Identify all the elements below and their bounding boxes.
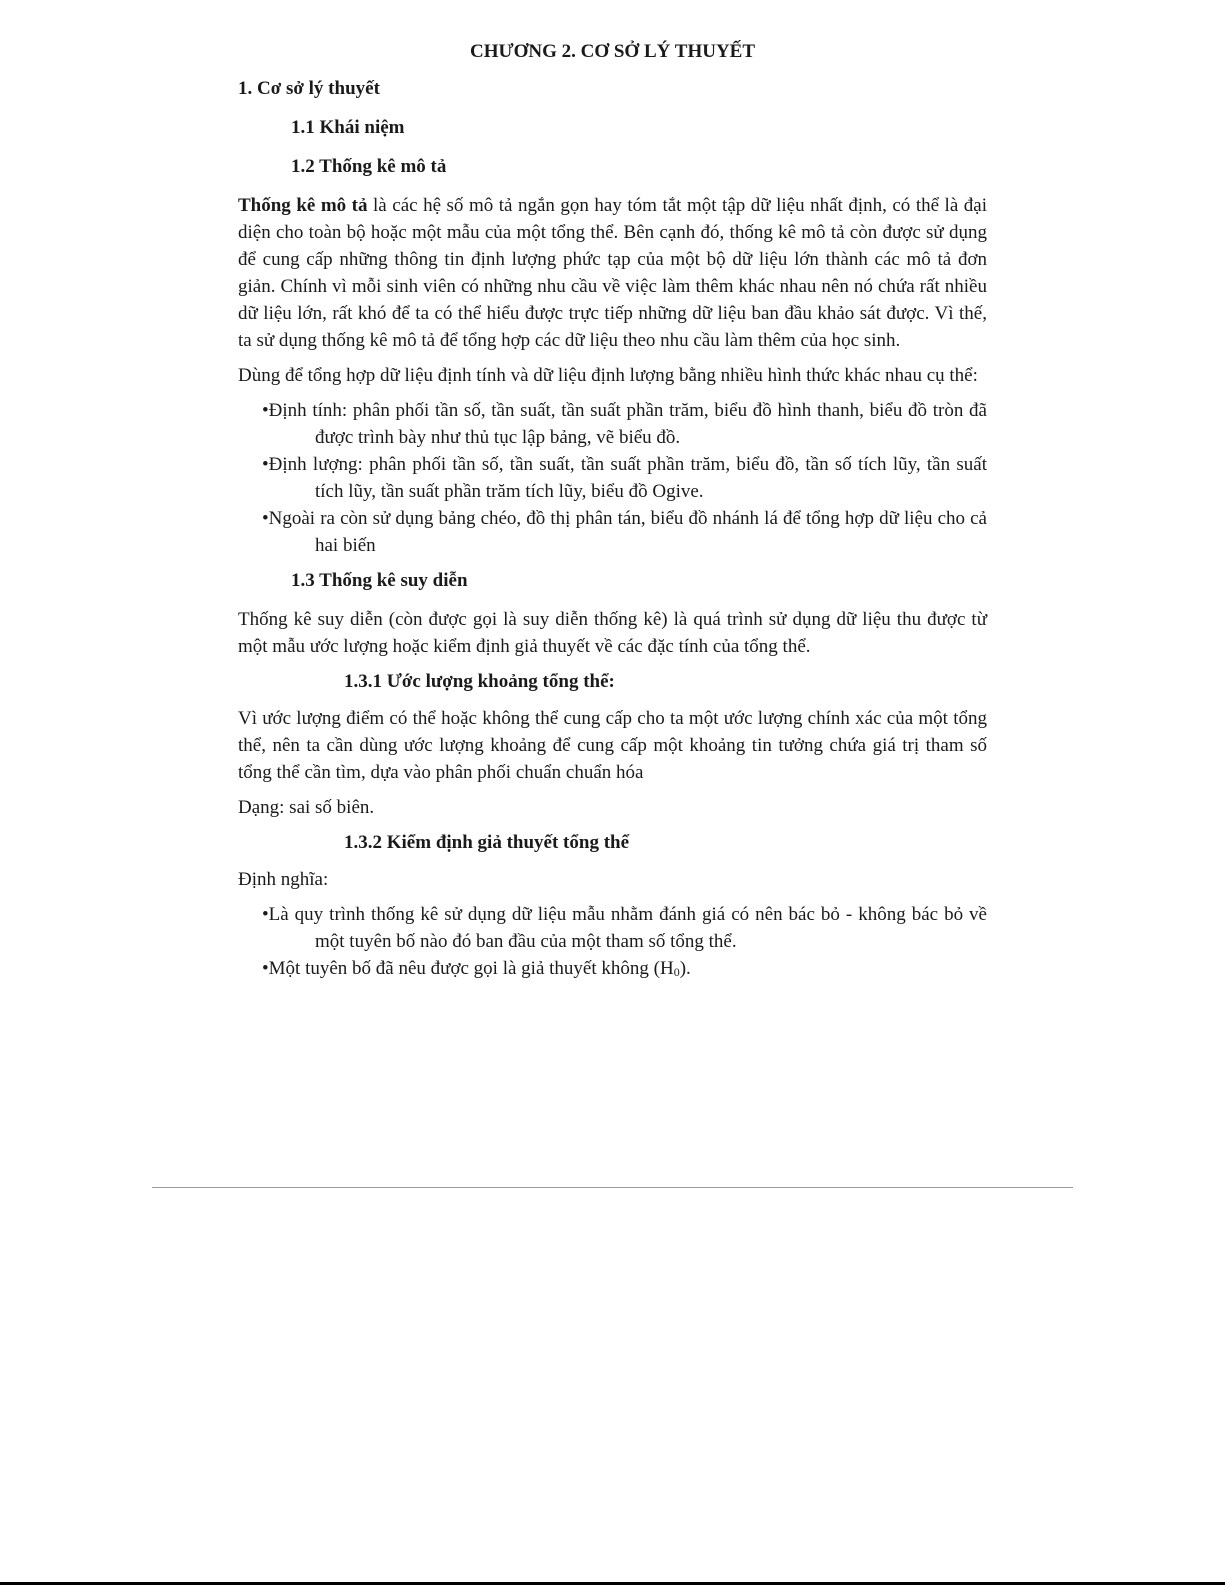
definition-label: Định nghĩa: (238, 869, 329, 890)
interval-estimate-paragraph: Vì ước lượng điểm có thể hoặc không thể cung cấp cho ta một ước lượng chính xác của một tổng thể, nên ta cần dùng ước lượng khoảng để cung cấp một khoảng tin tưởng chứa giá trị tham số tổng thể cần tìm, dựa vào phân phối chuẩn chuẩn hóa (238, 708, 987, 783)
list-item: •Định tính: phân phối tần số, tần suất, tần suất phần trăm, biểu đồ hình thanh, biểu đồ tròn đã được trình bày như thủ tục lập bảng, vẽ biểu đồ. (262, 400, 987, 448)
descriptive-stats-paragraph (238, 192, 987, 354)
section-1-3-1-heading: 1.3.1 Ước lượng khoảng tổng thể: (344, 671, 615, 692)
inferential-stats-paragraph: Thống kê suy diễn (còn được gọi là suy diễn thống kê) là quá trình sử dụng dữ liệu thu được từ một mẫu ước lượng hoặc kiểm định giả thuyết về các đặc tính của tổng thể. (238, 609, 987, 657)
summary-methods-list (238, 397, 987, 559)
section-1-2-heading: 1.2 Thống kê mô tả (291, 156, 447, 177)
list-item (262, 955, 987, 986)
section-1-heading: 1. Cơ sở lý thuyết (238, 78, 380, 99)
section-1-3-2-heading: 1.3.2 Kiểm định giả thuyết tổng thể (344, 832, 630, 853)
section-1-1-heading: 1.1 Khái niệm (291, 117, 405, 138)
list-item: •Định lượng: phân phối tần số, tần suất, tần suất phần trăm, biểu đồ, tần số tích lũy, tần suất tích lũy, tần suất phần trăm tích lũy, biểu đồ Ogive. (262, 454, 987, 502)
list-item: •Là quy trình thống kê sử dụng dữ liệu mẫu nhằm đánh giá có nên bác bỏ - không bác bỏ về một tuyên bố nào đó ban đầu của một tham số tổng thể. (262, 904, 987, 952)
hypothesis-list (238, 901, 987, 986)
section-1-3-heading: 1.3 Thống kê suy diễn (291, 570, 468, 591)
null-hypothesis-close: ). (679, 958, 691, 979)
null-hypothesis-text: •Một tuyên bố đã nêu được gọi là giả thuyết không (H (262, 958, 674, 979)
chapter-title: CHƯƠNG 2. CƠ SỞ LÝ THUYẾT (469, 41, 756, 62)
descriptive-stats-text: là các hệ số mô tả ngắn gọn hay tóm tắt một tập dữ liệu nhất định, có thể là đại diện cho toàn bộ hoặc một mẫu của một tổng thể. Bên cạnh đó, thống kê mô tả còn được sử dụng để cung cấp những thông tin định lượng phức tạp của một bộ dữ liệu lớn thành các mô tả đơn giản. Chính vì mỗi sinh viên có những nhu cầu về việc làm thêm khác nhau nên nó chứa rất nhiều dữ liệu lớn, rất khó để ta có thể hiểu được trực tiếp những dữ liệu ban đầu khảo sát được. Vì thế, ta sử dụng thống kê mô tả để tổng hợp các dữ liệu theo nhu cầu làm thêm của học sinh. (238, 195, 987, 351)
null-hypothesis-subscript: 0 (673, 965, 680, 979)
usage-paragraph: Dùng để tổng hợp dữ liệu định tính và dữ liệu định lượng bằng nhiều hình thức khác nhau cụ thể: (238, 365, 978, 386)
page-divider (152, 1187, 1073, 1188)
descriptive-stats-term: Thống kê mô tả (238, 195, 368, 216)
margin-of-error-paragraph: Dạng: sai số biên. (238, 797, 375, 818)
list-item: •Ngoài ra còn sử dụng bảng chéo, đồ thị phân tán, biểu đồ nhánh lá để tổng hợp dữ liệu cho cả hai biến (262, 508, 987, 556)
page-content (238, 38, 987, 994)
